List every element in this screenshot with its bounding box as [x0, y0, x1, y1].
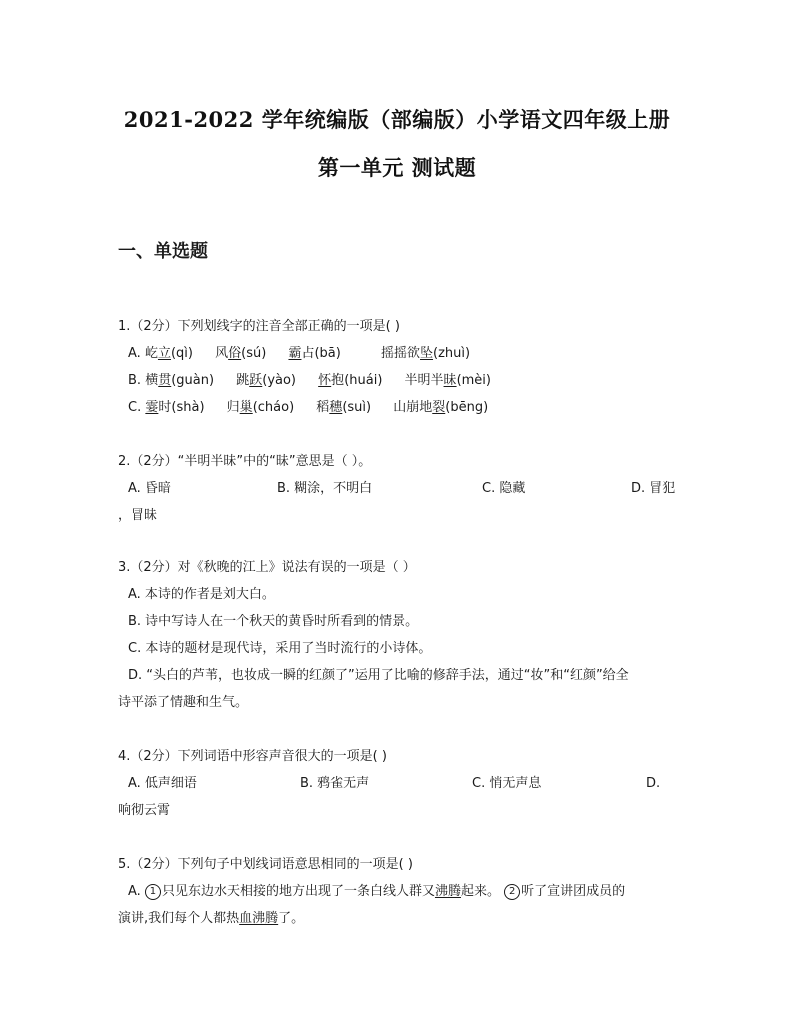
- option-d-continued: 诗平添了情趣和生气。: [118, 695, 249, 710]
- question-stem: 2.（2分）“半明半昧”中的“昧”意思是（ ）。: [118, 454, 372, 469]
- option-a[interactable]: A. 1 只见东边水天相接的地方出现了一条白线人群又沸腾起来。 2 听了宣讲团成员的: [128, 884, 626, 899]
- option-b[interactable]: B. 诗中写诗人在一个秋天的黄昏时所看到的情景。: [128, 614, 419, 629]
- option-c[interactable]: C. 本诗的题材是现代诗，采用了当时流行的小诗体。: [128, 641, 432, 656]
- underlined-char: 昧: [443, 373, 457, 388]
- document-subtitle: 第一单元 测试题: [317, 155, 477, 180]
- option-d[interactable]: D. “头白的芦苇，也妆成一瞬的红颜了”运用了比喻的修辞手法，通过“妆”和“红颜”给全: [128, 668, 629, 683]
- question-2: [118, 448, 678, 529]
- question-3: [118, 554, 678, 716]
- underlined-char: 俗: [228, 346, 242, 361]
- document-title: 2021-2022 学年统编版（部编版）小学语文四年级上册: [123, 107, 671, 132]
- option-d[interactable]: D.: [646, 776, 661, 791]
- underlined-char: 怀: [318, 373, 332, 388]
- underlined-char: 穗: [329, 400, 343, 415]
- underlined-char: 坠: [420, 346, 434, 361]
- question-stem: 4.（2分）下列词语中形容声音很大的一项是( ): [118, 749, 387, 764]
- question-stem: 1.（2分）下列划线字的注音全部正确的一项是( ): [118, 319, 400, 334]
- option-a[interactable]: A. 屹立(qì) 风俗(sú) 霸占(bā) 摇摇欲坠(zhuì): [128, 346, 471, 361]
- option-c[interactable]: C. 隐藏: [482, 481, 526, 496]
- option-b[interactable]: B. 横贯(guàn) 跳跃(yào) 怀抱(huái) 半明半昧(mèi): [128, 373, 491, 388]
- underlined-char: 霎: [145, 400, 159, 415]
- underlined-char: 霸: [288, 346, 302, 361]
- option-b[interactable]: B. 糊涂，不明白: [277, 481, 373, 496]
- option-a[interactable]: A. 昏暗: [128, 481, 171, 496]
- option-d-continued: 响彻云霄: [118, 803, 171, 818]
- option-a[interactable]: A. 低声细语: [128, 776, 197, 791]
- circled-number-2: 2: [504, 884, 520, 900]
- question-5: [118, 851, 678, 932]
- question-1: [118, 313, 678, 421]
- option-b[interactable]: B. 鸦雀无声: [300, 776, 370, 791]
- question-stem: 5.（2分）下列句子中划线词语意思相同的一项是( ): [118, 857, 413, 872]
- option-c[interactable]: C. 悄无声息: [472, 776, 542, 791]
- option-a-continued: 演讲,我们每个人都热血沸腾了。: [118, 911, 305, 926]
- underlined-char: 跃: [249, 373, 263, 388]
- question-4: [118, 743, 678, 824]
- underlined-word: 血沸腾: [239, 911, 279, 926]
- underlined-word: 沸腾: [434, 884, 461, 899]
- option-a[interactable]: A. 本诗的作者是刘大白。: [128, 587, 275, 602]
- underlined-char: 裂: [432, 400, 446, 415]
- underlined-char: 贯: [158, 373, 172, 388]
- section-heading: 一、单选题: [118, 241, 208, 262]
- underlined-char: 巢: [239, 400, 253, 415]
- question-stem: 3.（2分）对《秋晚的江上》说法有误的一项是（ ）: [118, 560, 416, 575]
- option-d-continued: ，冒昧: [118, 508, 158, 523]
- underlined-char: 立: [157, 346, 171, 361]
- circled-number-1: 1: [145, 884, 161, 900]
- option-c[interactable]: C. 霎时(shà) 归巢(cháo) 稻穗(suì) 山崩地裂(bēng): [128, 400, 489, 415]
- option-d[interactable]: D. 冒犯: [631, 481, 676, 496]
